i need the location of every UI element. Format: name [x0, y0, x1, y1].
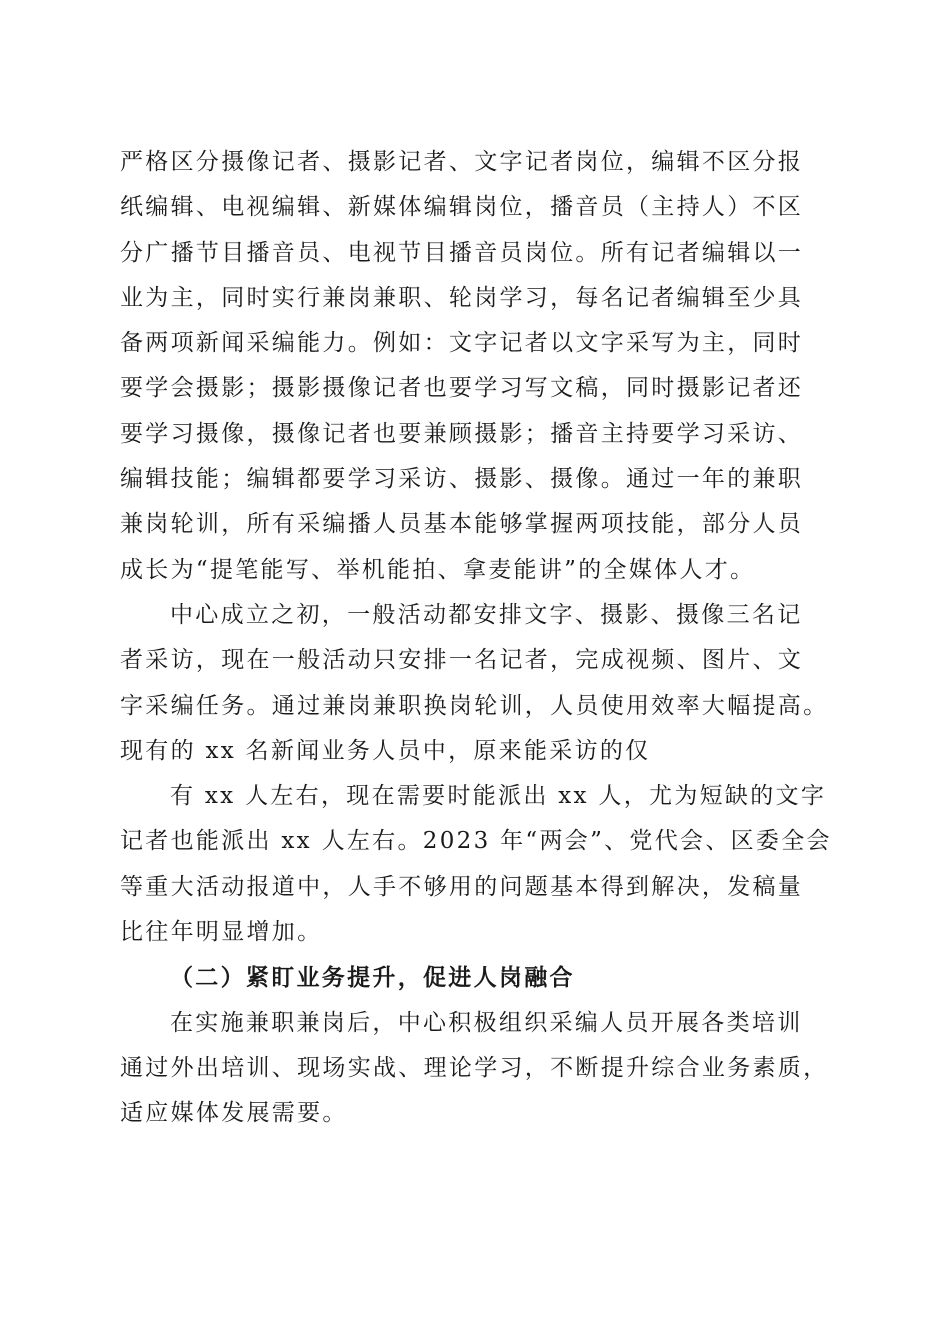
body-line: 纸编辑、电视编辑、新媒体编辑岗位，播音员（主持人）不区 [120, 194, 804, 221]
body-line: 兼岗轮训，所有采编播人员基本能够掌握两项技能，部分人员 [120, 511, 804, 538]
body-line: 通过外出培训、现场实战、理论学习，不断提升综合业务素质， [120, 1054, 829, 1081]
body-line: 等重大活动报道中，人手不够用的问题基本得到解决，发稿量 [120, 873, 804, 900]
body-line: 现有的 xx 名新闻业务人员中，原来能采访的仅 [120, 737, 651, 764]
paragraph-first-line: 中心成立之初，一般活动都安排文字、摄影、摄像三名记 [170, 601, 803, 628]
body-line: 编辑技能；编辑都要学习采访、摄影、摄像。通过一年的兼职 [120, 466, 804, 493]
body-line: 适应媒体发展需要。 [120, 1100, 348, 1127]
body-line: 业为主，同时实行兼岗兼职、轮岗学习，每名记者编辑至少具 [120, 284, 804, 311]
paragraph-first-line: 在实施兼职兼岗后，中心积极组织采编人员开展各类培训 [170, 1009, 803, 1036]
body-line: 严格区分摄像记者、摄影记者、文字记者岗位，编辑不区分报 [120, 149, 804, 175]
body-line: 分广播节目播音员、电视节目播音员岗位。所有记者编辑以一 [120, 239, 804, 266]
paragraph-first-line: 有 xx 人左右，现在需要时能派出 xx 人，尤为短缺的文字 [170, 783, 827, 810]
body-line: 要学会摄影；摄影摄像记者也要学习写文稿，同时摄影记者还 [120, 375, 804, 402]
body-line: 字采编任务。通过兼岗兼职换岗轮训，人员使用效率大幅提高。 [120, 692, 829, 719]
section-heading: （二）紧盯业务提升，促进人岗融合 [170, 964, 575, 992]
body-line: 要学习摄像，摄像记者也要兼顾摄影；播音主持要学习采访、 [120, 420, 804, 447]
body-line: 记者也能派出 xx 人左右。2023 年“两会”、党代会、区委全会 [120, 828, 832, 855]
body-line: 者采访，现在一般活动只安排一名记者，完成视频、图片、文 [120, 647, 804, 674]
body-line: 备两项新闻采编能力。例如：文字记者以文字采写为主，同时 [120, 330, 804, 357]
body-line: 成长为“提笔能写、举机能拍、拿麦能讲”的全媒体人才。 [120, 556, 756, 583]
body-line: 比往年明显增加。 [120, 919, 323, 946]
document-body [120, 140, 840, 1137]
